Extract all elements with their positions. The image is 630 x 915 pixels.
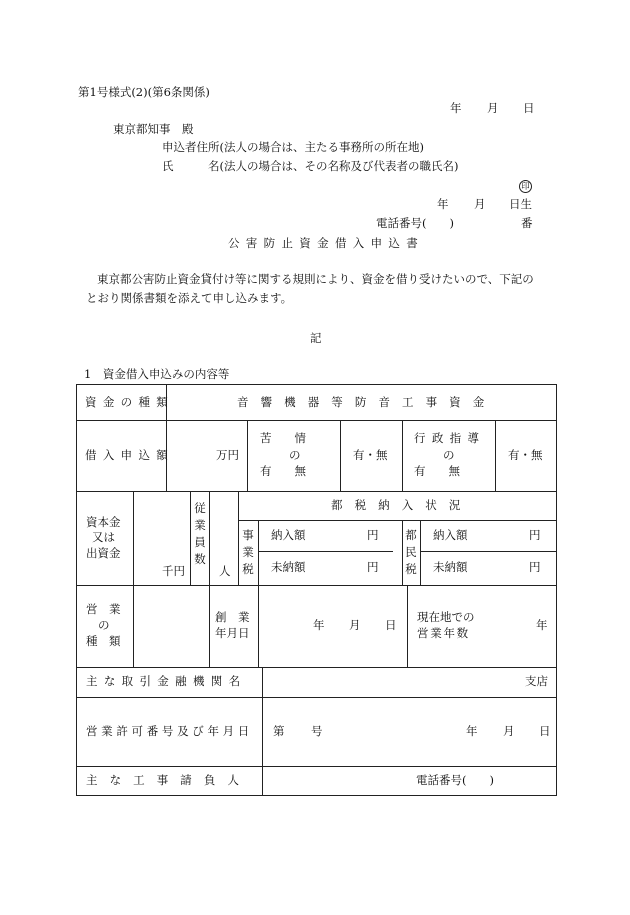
col-divider bbox=[420, 520, 421, 585]
guidance-label-3: 有 無 bbox=[414, 464, 460, 478]
bank-suffix: 支店 bbox=[525, 674, 548, 688]
employees-unit: 人 bbox=[219, 564, 231, 578]
col-divider bbox=[407, 585, 408, 667]
employees-label: 従業員数 bbox=[194, 501, 206, 566]
business-type-label-2: の bbox=[98, 618, 110, 632]
permit-day: 日 bbox=[539, 724, 551, 738]
phone-suffix: 番 bbox=[521, 216, 533, 230]
birth-month: 月 bbox=[474, 197, 486, 211]
founding-label-2: 年月日 bbox=[215, 626, 250, 640]
current-location-label-1: 現在地での bbox=[417, 610, 475, 624]
contractor-phone: 電話番号( ) bbox=[416, 773, 494, 787]
applicant-address-label: 申込者住所(法人の場合は、主たる事務所の所在地) bbox=[162, 140, 424, 154]
current-location-label-2: 営業年数 bbox=[417, 626, 470, 640]
row-divider bbox=[258, 551, 393, 552]
applicant-name-label-2: 名(法人の場合は、その名称及び代表者の職氏名) bbox=[208, 159, 459, 173]
body-text-line-1: 東京都公害防止資金貸付け等に関する規則により、資金を借り受けたいので、下記の bbox=[97, 272, 534, 286]
metro-tax-paid-label: 納入額 bbox=[433, 528, 468, 542]
metro-tax-paid-yen: 円 bbox=[529, 528, 541, 542]
business-tax-unpaid-yen: 円 bbox=[367, 560, 379, 574]
capital-unit: 千円 bbox=[162, 564, 185, 578]
business-tax-unpaid-label: 未納額 bbox=[271, 560, 306, 574]
business-tax-label: 事業税 bbox=[242, 528, 254, 576]
capital-label-2: 又は bbox=[92, 530, 115, 544]
business-tax-paid-yen: 円 bbox=[367, 528, 379, 542]
col-divider bbox=[495, 420, 496, 491]
guidance-label-2: の bbox=[443, 448, 455, 462]
row-divider bbox=[238, 520, 557, 521]
permit-month: 月 bbox=[503, 724, 515, 738]
form-number: 第1号様式(2)(第6条関係) bbox=[78, 85, 210, 99]
bank-label: 主な取引金融機関名 bbox=[86, 674, 247, 688]
document-title: 公害防止資金借入申込書 bbox=[228, 236, 425, 250]
metro-tax-label: 都民税 bbox=[405, 528, 417, 576]
col-divider bbox=[402, 420, 403, 491]
col-divider bbox=[238, 491, 239, 585]
col-divider bbox=[340, 420, 341, 491]
fund-type-label: 資金の種類 bbox=[85, 395, 175, 409]
col-divider bbox=[247, 420, 248, 491]
applicant-name-label-1: 氏 bbox=[162, 159, 174, 173]
row-divider bbox=[76, 585, 557, 586]
row-divider bbox=[76, 491, 557, 492]
complaint-label-3: 有 無 bbox=[260, 464, 306, 478]
metro-tax-unpaid-label: 未納額 bbox=[433, 560, 468, 574]
permit-label: 営業許可番号及び年月日 bbox=[86, 724, 253, 738]
body-text-line-2: とおり関係書類を添えて申し込みます。 bbox=[86, 291, 293, 305]
permit-prefix: 第 bbox=[273, 724, 285, 738]
phone-label: 電話番号( ) bbox=[376, 216, 454, 230]
date-day: 日 bbox=[523, 101, 535, 115]
row-divider bbox=[420, 551, 557, 552]
loan-amount-label: 借入申込額 bbox=[85, 448, 175, 462]
business-type-label-1: 営 業 bbox=[86, 602, 121, 616]
birth-year: 年 bbox=[437, 197, 449, 211]
capital-label-1: 資本金 bbox=[86, 515, 121, 529]
col-divider bbox=[190, 491, 191, 585]
tax-status-label: 都税納入状況 bbox=[331, 498, 473, 512]
founding-day: 日 bbox=[385, 618, 397, 632]
metro-tax-unpaid-yen: 円 bbox=[529, 560, 541, 574]
complaint-label-1: 苦 情 bbox=[260, 431, 306, 445]
date-year: 年 bbox=[450, 101, 462, 115]
col-divider bbox=[258, 520, 259, 667]
col-divider bbox=[209, 491, 210, 667]
permit-year: 年 bbox=[466, 724, 478, 738]
contractor-label: 主な工事請負人 bbox=[86, 773, 252, 787]
col-divider bbox=[402, 520, 403, 585]
complaint-value[interactable]: 有・無 bbox=[353, 448, 388, 462]
permit-number-suffix: 号 bbox=[311, 724, 323, 738]
row-divider bbox=[76, 667, 557, 668]
col-divider bbox=[133, 491, 134, 667]
seal-mark: 印 bbox=[519, 180, 532, 193]
row-divider bbox=[76, 420, 557, 421]
loan-amount-unit: 万円 bbox=[216, 448, 239, 462]
founding-label-1: 創 業 bbox=[215, 610, 250, 624]
founding-month: 月 bbox=[349, 618, 361, 632]
guidance-label-1: 行政指導 bbox=[414, 431, 486, 445]
col-divider bbox=[262, 667, 263, 796]
complaint-label-2: の bbox=[289, 448, 301, 462]
date-month: 月 bbox=[487, 101, 499, 115]
section-heading: 1 資金借入申込みの内容等 bbox=[84, 367, 230, 381]
row-divider bbox=[76, 697, 557, 698]
founding-year: 年 bbox=[313, 618, 325, 632]
fund-type-value: 音響機器等防音工事資金 bbox=[237, 395, 497, 409]
business-tax-paid-label: 納入額 bbox=[271, 528, 306, 542]
capital-label-3: 出資金 bbox=[86, 546, 121, 560]
guidance-value[interactable]: 有・無 bbox=[508, 448, 543, 462]
addressee: 東京都知事 殿 bbox=[113, 122, 194, 136]
row-divider bbox=[76, 766, 557, 767]
ki-label: 記 bbox=[310, 331, 322, 345]
business-type-label-3: 種 類 bbox=[86, 634, 121, 648]
birth-day: 日生 bbox=[509, 197, 532, 211]
current-location-unit: 年 bbox=[536, 618, 548, 632]
